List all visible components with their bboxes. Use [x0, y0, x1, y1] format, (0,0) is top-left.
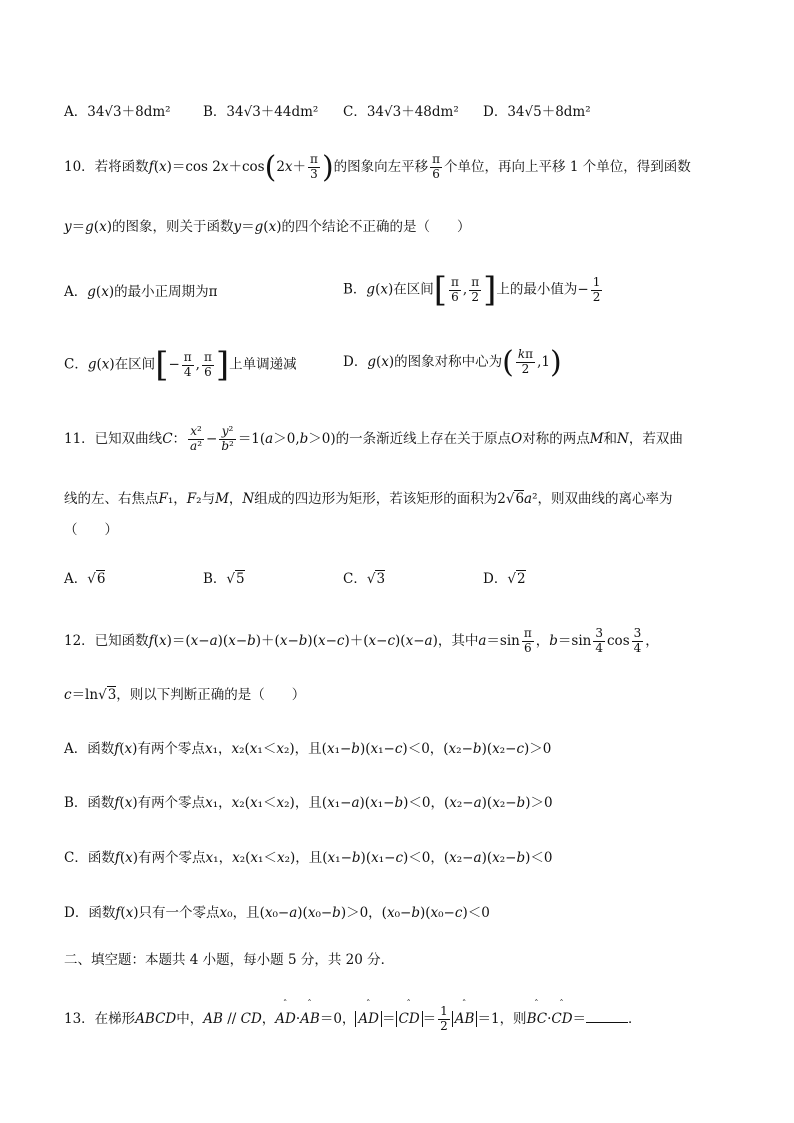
q10-option-c: C．g(x)在区间[− $\frac{\pi}{4}$ , $\frac{\pi}{6}$ ]上单调递减	[64, 345, 297, 385]
q12-option-a: A．函数f(x)有两个零点x₁，x₂(x₁＜x₂)，且(x₁−b)(x₁−c)＜0，(x₂−b)(x₂−c)＞0	[64, 741, 552, 757]
q11-stem-line1: 11．已知双曲线C： $\frac{\text{x²}}{\text{a²}}$ − $\frac{\text{y²}}{\text{b²}}$ ＝1(a＞0,b＞0)的一条渐近线上存在关于原点O对称的两点M和N，若双曲	[64, 424, 683, 453]
q9-option-c: C．34√3＋48dm²	[343, 104, 459, 120]
q11-option-c: C．√3	[343, 571, 386, 587]
q10-option-d: D．g(x)的图象对称中心为( $\frac{k\pi}{2}$ ,1)	[343, 345, 562, 380]
answer-blank[interactable]	[586, 1010, 628, 1023]
q11-stem-line2: 线的左、右焦点F₁，F₂与M，N组成的四边形为矩形，若该矩形的面积为2√6a²，则双曲线的离心率为	[64, 491, 673, 507]
q10-option-b: B．g(x)在区间[ $\frac{\pi}{6}$ , $\frac{\pi}{2}$ ]上的最小值为− $\frac{1}{2}$	[343, 270, 601, 310]
q10-stem-line1: 10．若将函数f(x)＝cos 2x＋cos(2x＋ $\frac{\pi}{3}$ )的图象向左平移 $\frac{\pi}{6}$ 个单位，再向上平移 1 个单位，得到函数	[64, 150, 691, 185]
q10-stem-line2: y＝g(x)的图象，则关于函数y＝g(x)的四个结论不正确的是（ ）	[64, 219, 471, 235]
q12-option-d: D．函数f(x)只有一个零点x₀，且(x₀−a)(x₀−b)＞0，(x₀−b)(x₀−c)＜0	[64, 905, 490, 921]
q10-option-a: A．g(x)的最小正周期为π	[64, 284, 218, 300]
q12-stem-line2: c＝ln√3，则以下判断正确的是（ ）	[64, 687, 306, 703]
q9-option-b: B．34√3＋44dm²	[203, 104, 319, 120]
q11-option-a: A．√6	[64, 571, 106, 587]
q13-stem: 13．在梯形ABCD中，AB // CD，ˆ AD·ˆ AB＝0，ˆ AD ＝ˆ CD ＝ $\frac{1}{2}$ ˆ AB ＝1，则ˆ BC·ˆ CD＝ ．	[64, 1005, 642, 1034]
section-heading: 二、填空题：本题共 4 小题，每小题 5 分，共 20 分．	[64, 952, 395, 968]
q11-stem-line3: （ ）	[64, 522, 118, 538]
q9-option-d: D．34√5＋8dm²	[483, 104, 591, 120]
q11-option-b: B．√5	[203, 571, 245, 587]
q12-stem-line1: 12．已知函数f(x)＝(x−a)(x−b)＋(x−b)(x−c)＋(x−c)(x−a)，其中a＝sin $\frac{\pi}{6}$ ，b＝sin $\frac{3}{4}$ cos $\frac{3}{4}$ ，	[64, 626, 659, 655]
q9-option-a: A．34√3＋8dm²	[64, 104, 171, 120]
q12-option-c: C．函数f(x)有两个零点x₁，x₂(x₁＜x₂)，且(x₁−b)(x₁−c)＜0，(x₂−a)(x₂−b)＜0	[64, 850, 553, 866]
q11-option-d: D．√2	[483, 571, 526, 587]
q12-option-b: B．函数f(x)有两个零点x₁，x₂(x₁＜x₂)，且(x₁−a)(x₁−b)＜0，(x₂−a)(x₂−b)＞0	[64, 795, 553, 811]
